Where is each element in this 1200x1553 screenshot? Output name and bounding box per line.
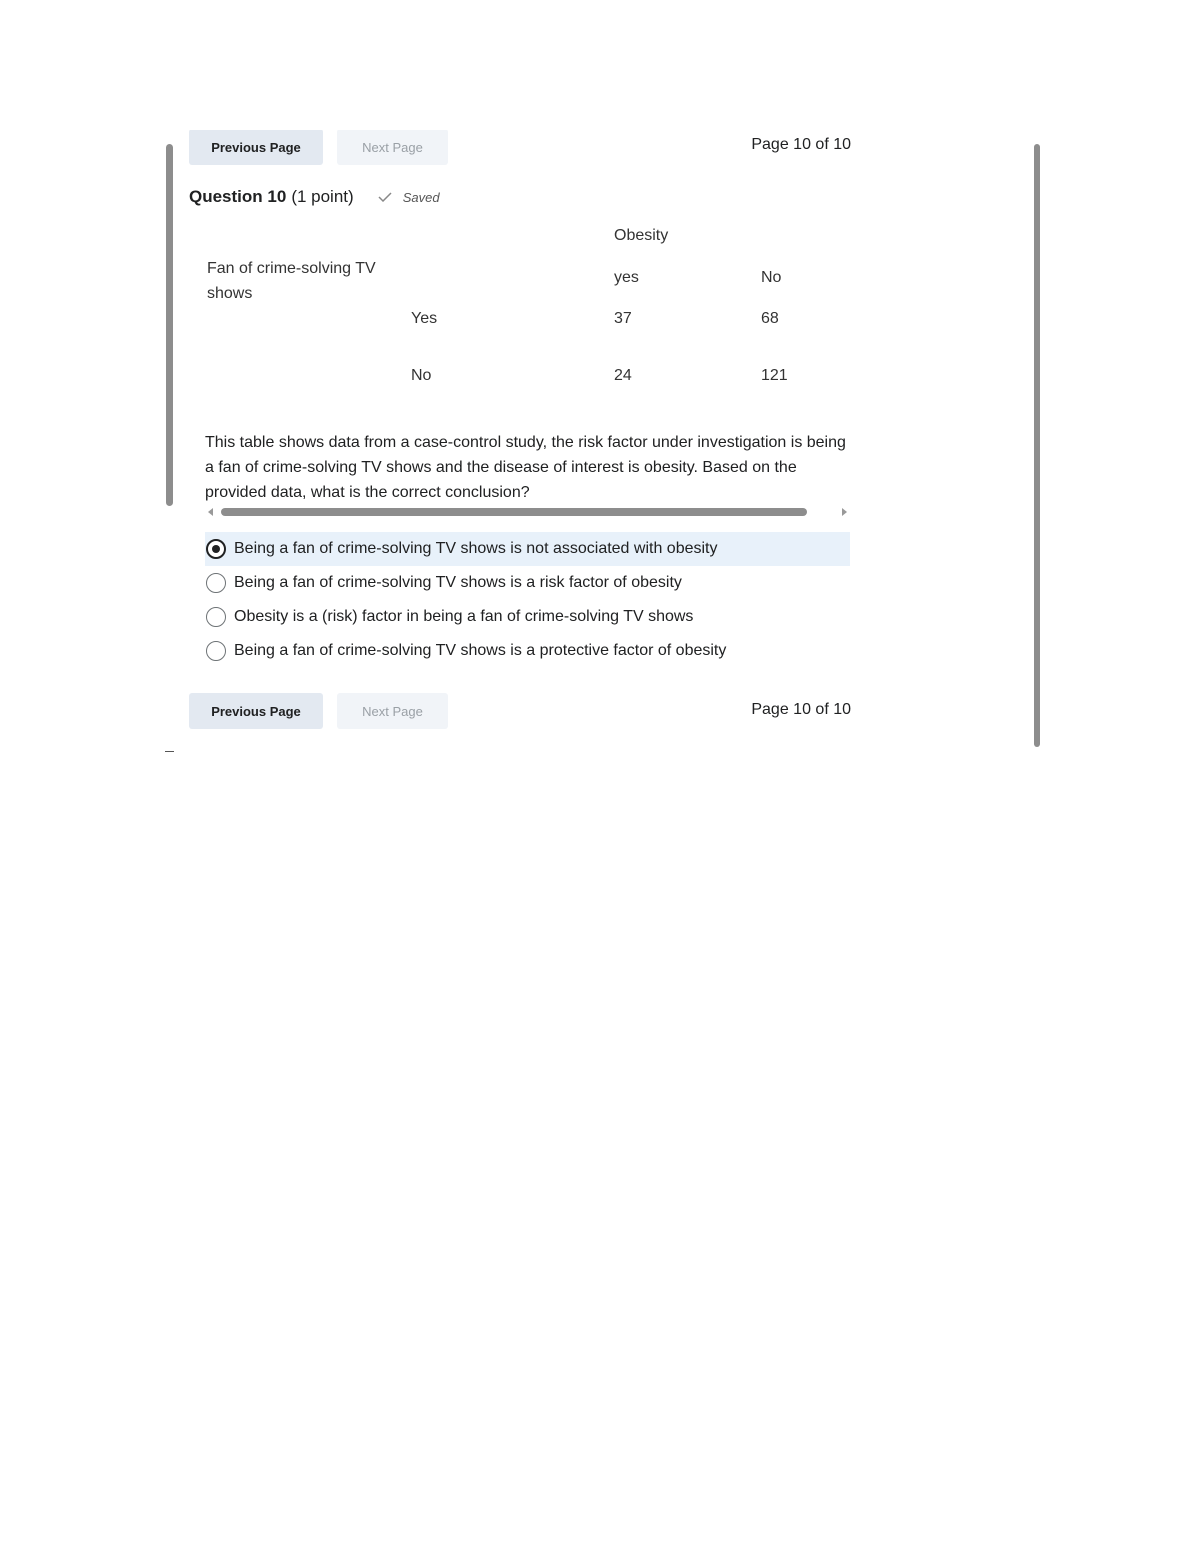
page-scrollbar-right[interactable] xyxy=(1034,144,1040,747)
radio-button[interactable] xyxy=(206,573,226,593)
saved-label: Saved xyxy=(402,189,440,205)
question-title: Question 10 xyxy=(189,187,287,206)
answer-option-1[interactable] xyxy=(205,532,850,566)
scroll-left-arrow-icon[interactable] xyxy=(208,508,213,516)
question-points: (1 point) xyxy=(291,187,354,206)
answer-option-label: Being a fan of crime-solving TV shows is a risk factor of obesity xyxy=(234,574,682,591)
radio-button-selected[interactable] xyxy=(206,539,226,559)
scrollbar-end-mark xyxy=(165,751,174,752)
table-row-label: No xyxy=(411,367,432,384)
check-icon xyxy=(378,192,392,202)
table-cell: 68 xyxy=(761,310,779,327)
answer-option-3[interactable] xyxy=(205,600,850,634)
previous-page-button[interactable]: Previous Page xyxy=(189,693,323,729)
table-row-group-label: Fan of crime-solving TV shows xyxy=(207,260,376,302)
table-col-header-yes: yes xyxy=(614,269,639,286)
table-row-label: Yes xyxy=(411,310,438,327)
radio-button[interactable] xyxy=(206,607,226,627)
saved-status xyxy=(378,190,440,205)
answer-option-4[interactable] xyxy=(205,634,850,668)
radio-button[interactable] xyxy=(206,641,226,661)
page-indicator-top: Page 10 of 10 xyxy=(751,136,851,153)
table-cell: 24 xyxy=(614,367,632,384)
page-scrollbar-left[interactable] xyxy=(166,144,173,506)
next-page-button[interactable]: Next Page xyxy=(337,693,448,729)
question-prompt: This table shows data from a case-control study, the risk factor under investigation is being a fan of crime-solving TV shows and the disease of interest is obesity. Based on the provided data, what is the correct conclusion? xyxy=(205,434,846,501)
table-column-group-label: Obesity xyxy=(614,227,669,244)
page-indicator: Page 10 of 10 xyxy=(751,701,851,718)
question-header xyxy=(189,187,440,207)
table-cell: 121 xyxy=(761,367,788,384)
next-page-button-top[interactable]: Next Page xyxy=(337,130,448,165)
answer-option-2[interactable] xyxy=(205,566,850,600)
bottom-page-navigation xyxy=(189,693,851,729)
previous-page-button-top[interactable]: Previous Page xyxy=(189,130,323,165)
answer-option-label: Being a fan of crime-solving TV shows is a protective factor of obesity xyxy=(234,642,727,659)
top-page-navigation xyxy=(189,130,851,165)
scrollbar-thumb[interactable] xyxy=(221,508,807,516)
table-col-header-no: No xyxy=(761,269,782,286)
answer-option-label: Being a fan of crime-solving TV shows is not associated with obesity xyxy=(234,540,718,557)
answer-option-label: Obesity is a (risk) factor in being a fan of crime-solving TV shows xyxy=(234,608,694,625)
scroll-right-arrow-icon[interactable] xyxy=(842,508,847,516)
answer-options xyxy=(205,532,850,668)
table-cell: 37 xyxy=(614,310,632,327)
horizontal-scrollbar[interactable] xyxy=(205,506,850,518)
